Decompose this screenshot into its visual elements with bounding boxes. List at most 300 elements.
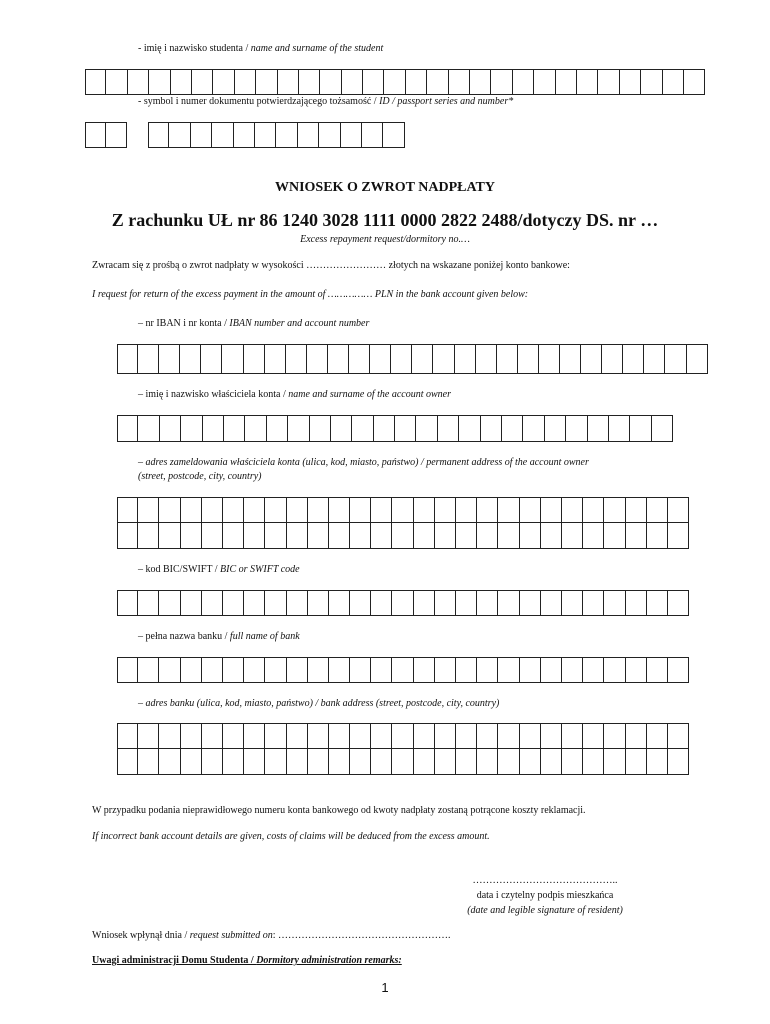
char-box[interactable] xyxy=(583,523,604,549)
remarks-heading xyxy=(92,955,402,966)
char-box[interactable] xyxy=(562,657,583,683)
char-box[interactable] xyxy=(148,122,169,148)
char-box[interactable] xyxy=(128,69,149,95)
char-box[interactable] xyxy=(414,723,435,749)
char-box[interactable] xyxy=(203,415,224,442)
char-box[interactable] xyxy=(181,415,202,442)
char-box[interactable] xyxy=(545,415,566,442)
char-box[interactable] xyxy=(435,723,456,749)
char-box[interactable] xyxy=(329,590,350,616)
char-box[interactable] xyxy=(138,523,159,549)
char-box[interactable] xyxy=(534,69,555,95)
char-box[interactable] xyxy=(560,344,581,374)
char-box[interactable] xyxy=(392,497,413,523)
char-box[interactable] xyxy=(85,69,106,95)
char-box[interactable] xyxy=(350,749,371,775)
char-box[interactable] xyxy=(665,344,686,374)
bic-boxes[interactable] xyxy=(117,590,689,616)
char-box[interactable] xyxy=(562,749,583,775)
char-box[interactable] xyxy=(171,69,192,95)
char-box[interactable] xyxy=(181,523,202,549)
char-box[interactable] xyxy=(435,590,456,616)
char-box[interactable] xyxy=(371,523,392,549)
box-row xyxy=(117,497,689,523)
char-box[interactable] xyxy=(328,344,349,374)
bank-name-label xyxy=(138,631,300,643)
char-box[interactable] xyxy=(520,723,541,749)
signature-label-en: (date and legible signature of resident) xyxy=(467,905,623,916)
char-box[interactable] xyxy=(456,723,477,749)
char-box[interactable] xyxy=(456,590,477,616)
char-box[interactable] xyxy=(276,122,297,148)
form-subtitle: Excess repayment request/dormitory no.… xyxy=(300,234,470,245)
char-box[interactable] xyxy=(626,657,647,683)
char-box[interactable] xyxy=(117,523,138,549)
char-box[interactable] xyxy=(331,415,352,442)
char-box[interactable] xyxy=(668,749,689,775)
char-box[interactable] xyxy=(181,657,202,683)
char-box[interactable] xyxy=(668,497,689,523)
char-box[interactable] xyxy=(287,657,308,683)
char-box[interactable] xyxy=(286,344,307,374)
char-box[interactable] xyxy=(663,69,684,95)
char-box[interactable] xyxy=(374,415,395,442)
char-box[interactable] xyxy=(556,69,577,95)
char-box[interactable] xyxy=(362,122,383,148)
char-box[interactable] xyxy=(342,69,363,95)
char-box[interactable] xyxy=(106,69,127,95)
char-box[interactable] xyxy=(491,69,512,95)
char-box[interactable] xyxy=(288,415,309,442)
char-box[interactable] xyxy=(455,344,476,374)
char-box[interactable] xyxy=(117,723,138,749)
char-box[interactable] xyxy=(329,723,350,749)
char-box[interactable] xyxy=(438,415,459,442)
char-box[interactable] xyxy=(265,657,286,683)
char-box[interactable] xyxy=(138,415,159,442)
char-box[interactable] xyxy=(149,69,170,95)
char-box[interactable] xyxy=(647,723,668,749)
student-id-label xyxy=(138,96,513,108)
char-box[interactable] xyxy=(541,590,562,616)
char-box[interactable] xyxy=(117,415,138,442)
char-box[interactable] xyxy=(414,590,435,616)
char-box[interactable] xyxy=(641,69,662,95)
char-box[interactable] xyxy=(363,69,384,95)
char-box[interactable] xyxy=(623,344,644,374)
char-box[interactable] xyxy=(566,415,587,442)
char-box[interactable] xyxy=(541,749,562,775)
char-box[interactable] xyxy=(620,69,641,95)
char-box[interactable] xyxy=(341,122,362,148)
char-box[interactable] xyxy=(159,590,180,616)
char-box[interactable] xyxy=(668,657,689,683)
char-box[interactable] xyxy=(308,590,329,616)
char-box[interactable] xyxy=(202,523,223,549)
char-box[interactable] xyxy=(412,344,433,374)
char-box[interactable] xyxy=(307,344,328,374)
char-box[interactable] xyxy=(244,657,265,683)
char-box[interactable] xyxy=(581,344,602,374)
char-box[interactable] xyxy=(668,523,689,549)
char-box[interactable] xyxy=(319,122,340,148)
char-box[interactable] xyxy=(245,415,266,442)
char-box[interactable] xyxy=(562,497,583,523)
char-box[interactable] xyxy=(159,723,180,749)
char-box[interactable] xyxy=(223,523,244,549)
char-box[interactable] xyxy=(520,657,541,683)
char-box[interactable] xyxy=(626,723,647,749)
char-box[interactable] xyxy=(202,657,223,683)
char-box[interactable] xyxy=(223,590,244,616)
char-box[interactable] xyxy=(498,723,519,749)
char-box[interactable] xyxy=(138,590,159,616)
char-box[interactable] xyxy=(370,344,391,374)
char-box[interactable] xyxy=(352,415,373,442)
char-box[interactable] xyxy=(223,657,244,683)
char-box[interactable] xyxy=(647,497,668,523)
char-box[interactable] xyxy=(265,723,286,749)
address-label-line1: – adres zameldowania właściciela konta (ulica, kod, miasto, państwo) / permanent address of the account owner xyxy=(138,457,589,468)
char-box[interactable] xyxy=(329,523,350,549)
signature-label-pl: data i czytelny podpis mieszkańca xyxy=(476,890,614,901)
submission-line xyxy=(92,930,451,942)
char-box[interactable] xyxy=(265,497,286,523)
char-box[interactable] xyxy=(498,590,519,616)
char-box[interactable] xyxy=(244,590,265,616)
char-box[interactable] xyxy=(477,723,498,749)
char-box[interactable] xyxy=(384,69,405,95)
char-box[interactable] xyxy=(476,344,497,374)
char-box[interactable] xyxy=(383,122,404,148)
char-box[interactable] xyxy=(191,122,212,148)
char-box[interactable] xyxy=(414,657,435,683)
char-box[interactable] xyxy=(371,590,392,616)
request-text-en-italic: I request for return of the excess payment in the amount of …………… PLN in the bank account given below: xyxy=(92,289,529,300)
account-number-heading: Z rachunku UŁ nr 86 1240 3028 1111 0000 2822 2488/dotyczy DS. nr … xyxy=(111,210,659,230)
owner-name-boxes[interactable] xyxy=(117,415,673,442)
char-box[interactable] xyxy=(85,122,106,148)
char-box[interactable] xyxy=(435,657,456,683)
char-box[interactable] xyxy=(234,122,255,148)
char-box[interactable] xyxy=(267,415,288,442)
char-box[interactable] xyxy=(350,523,371,549)
char-box[interactable] xyxy=(647,590,668,616)
char-box[interactable] xyxy=(577,69,598,95)
char-box[interactable] xyxy=(459,415,480,442)
char-box[interactable] xyxy=(392,749,413,775)
char-box[interactable] xyxy=(609,415,630,442)
char-box[interactable] xyxy=(235,69,256,95)
char-box[interactable] xyxy=(604,749,625,775)
char-box[interactable] xyxy=(498,749,519,775)
box-row xyxy=(117,523,689,549)
char-box[interactable] xyxy=(308,749,329,775)
char-box[interactable] xyxy=(626,497,647,523)
char-box[interactable] xyxy=(329,749,350,775)
char-box[interactable] xyxy=(520,590,541,616)
char-box[interactable] xyxy=(541,497,562,523)
char-box[interactable] xyxy=(192,69,213,95)
char-box[interactable] xyxy=(583,497,604,523)
char-box[interactable] xyxy=(244,344,265,374)
char-box[interactable] xyxy=(541,657,562,683)
char-box[interactable] xyxy=(265,749,286,775)
char-box[interactable] xyxy=(244,523,265,549)
warning-pl: W przypadku podania nieprawidłowego numeru konta bankowego od kwoty nadpłaty zostaną potrącone koszty reklamacji. xyxy=(92,805,586,816)
bic-label xyxy=(138,564,300,576)
char-box[interactable] xyxy=(265,523,286,549)
char-box[interactable] xyxy=(647,523,668,549)
char-box[interactable] xyxy=(541,723,562,749)
char-box[interactable] xyxy=(213,69,234,95)
char-box[interactable] xyxy=(435,749,456,775)
bic-label-en: BIC or SWIFT code xyxy=(220,564,300,575)
char-box[interactable] xyxy=(644,344,665,374)
char-box[interactable] xyxy=(329,657,350,683)
char-box[interactable] xyxy=(626,749,647,775)
char-box[interactable] xyxy=(477,590,498,616)
char-box[interactable] xyxy=(668,723,689,749)
char-box[interactable] xyxy=(456,497,477,523)
char-box[interactable] xyxy=(308,497,329,523)
char-box[interactable] xyxy=(287,497,308,523)
char-box[interactable] xyxy=(416,415,437,442)
char-box[interactable] xyxy=(583,590,604,616)
char-box[interactable] xyxy=(498,657,519,683)
char-box[interactable] xyxy=(481,415,502,442)
char-box[interactable] xyxy=(562,590,583,616)
request-text-pl: Zwracam się z prośbą o zwrot nadpłaty w wysokości …………………… złotych na wskazane poniżej konto bankowe: xyxy=(92,260,570,271)
char-box[interactable] xyxy=(647,657,668,683)
char-box[interactable] xyxy=(395,415,416,442)
id-series-boxes[interactable] xyxy=(85,122,127,148)
char-box[interactable] xyxy=(201,344,222,374)
char-box[interactable] xyxy=(647,749,668,775)
char-box[interactable] xyxy=(350,590,371,616)
char-box[interactable] xyxy=(202,749,223,775)
char-box[interactable] xyxy=(159,749,180,775)
char-box[interactable] xyxy=(202,497,223,523)
char-box[interactable] xyxy=(498,497,519,523)
char-box[interactable] xyxy=(329,497,350,523)
char-box[interactable] xyxy=(310,415,331,442)
char-box[interactable] xyxy=(392,657,413,683)
char-box[interactable] xyxy=(392,723,413,749)
submission-label-en: request submitted on xyxy=(189,930,273,941)
char-box[interactable] xyxy=(414,497,435,523)
char-box[interactable] xyxy=(668,590,689,616)
char-box[interactable] xyxy=(320,69,341,95)
submission-label-pl: Wniosek wpłynął dnia / xyxy=(92,930,190,941)
bank-address-boxes[interactable] xyxy=(117,723,689,775)
owner-label-pl: – imię i nazwisko właściciela konta / xyxy=(138,389,289,400)
char-box[interactable] xyxy=(287,523,308,549)
char-box[interactable] xyxy=(498,523,519,549)
char-box[interactable] xyxy=(449,69,470,95)
char-box[interactable] xyxy=(477,497,498,523)
char-box[interactable] xyxy=(435,523,456,549)
char-box[interactable] xyxy=(169,122,190,148)
char-box[interactable] xyxy=(287,590,308,616)
char-box[interactable] xyxy=(520,749,541,775)
char-box[interactable] xyxy=(117,749,138,775)
char-box[interactable] xyxy=(222,344,243,374)
char-box[interactable] xyxy=(406,69,427,95)
char-box[interactable] xyxy=(427,69,448,95)
char-box[interactable] xyxy=(518,344,539,374)
char-box[interactable] xyxy=(298,122,319,148)
char-box[interactable] xyxy=(477,523,498,549)
char-box[interactable] xyxy=(470,69,491,95)
char-box[interactable] xyxy=(308,723,329,749)
char-box[interactable] xyxy=(224,415,245,442)
char-box[interactable] xyxy=(265,590,286,616)
form-title: WNIOSEK O ZWROT NADPŁATY xyxy=(274,180,495,195)
char-box[interactable] xyxy=(159,523,180,549)
char-box[interactable] xyxy=(138,723,159,749)
char-box[interactable] xyxy=(244,723,265,749)
char-box[interactable] xyxy=(604,497,625,523)
bank-address-label: – adres banku (ulica, kod, miasto, państwo) / bank address (street, postcode, city, country) xyxy=(138,698,500,709)
char-box[interactable] xyxy=(181,723,202,749)
char-box[interactable] xyxy=(106,122,127,148)
char-box[interactable] xyxy=(223,497,244,523)
char-box[interactable] xyxy=(583,749,604,775)
char-box[interactable] xyxy=(435,497,456,523)
char-box[interactable] xyxy=(287,749,308,775)
char-box[interactable] xyxy=(520,497,541,523)
char-box[interactable] xyxy=(287,723,308,749)
bank-name-label-en: full name of bank xyxy=(229,631,300,642)
char-box[interactable] xyxy=(414,749,435,775)
char-box[interactable] xyxy=(256,69,277,95)
char-box[interactable] xyxy=(202,723,223,749)
char-box[interactable] xyxy=(202,590,223,616)
char-box[interactable] xyxy=(350,723,371,749)
owner-label-en: name and surname of the account owner xyxy=(288,389,451,400)
char-box[interactable] xyxy=(244,749,265,775)
char-box[interactable] xyxy=(350,657,371,683)
char-box[interactable] xyxy=(541,523,562,549)
bic-label-pl: – kod BIC/SWIFT / xyxy=(138,564,221,575)
char-box[interactable] xyxy=(598,69,619,95)
char-box[interactable] xyxy=(138,657,159,683)
char-box[interactable] xyxy=(687,344,708,374)
char-box[interactable] xyxy=(212,122,233,148)
char-box[interactable] xyxy=(181,497,202,523)
char-box[interactable] xyxy=(477,657,498,683)
char-box[interactable] xyxy=(349,344,370,374)
char-box[interactable] xyxy=(223,723,244,749)
char-box[interactable] xyxy=(502,415,523,442)
char-box[interactable] xyxy=(392,523,413,549)
char-box[interactable] xyxy=(604,657,625,683)
char-box[interactable] xyxy=(371,657,392,683)
char-box[interactable] xyxy=(138,749,159,775)
char-box[interactable] xyxy=(308,657,329,683)
char-box[interactable] xyxy=(159,344,180,374)
char-box[interactable] xyxy=(523,415,544,442)
char-box[interactable] xyxy=(562,523,583,549)
bank-name-boxes[interactable] xyxy=(117,657,689,683)
char-box[interactable] xyxy=(308,523,329,549)
char-box[interactable] xyxy=(477,749,498,775)
char-box[interactable] xyxy=(299,69,320,95)
char-box[interactable] xyxy=(520,523,541,549)
char-box[interactable] xyxy=(414,523,435,549)
char-box[interactable] xyxy=(391,344,412,374)
char-box[interactable] xyxy=(583,723,604,749)
char-box[interactable] xyxy=(588,415,609,442)
char-box[interactable] xyxy=(265,344,286,374)
char-box[interactable] xyxy=(117,497,138,523)
char-box[interactable] xyxy=(562,723,583,749)
submission-dots[interactable]: : ……………………………………………. xyxy=(272,930,451,941)
signature-block xyxy=(440,873,650,918)
page-number: 1 xyxy=(381,980,389,995)
char-box[interactable] xyxy=(604,723,625,749)
char-box[interactable] xyxy=(626,590,647,616)
char-box[interactable] xyxy=(181,590,202,616)
char-box[interactable] xyxy=(371,749,392,775)
char-box[interactable] xyxy=(244,497,265,523)
char-box[interactable] xyxy=(456,657,477,683)
char-box[interactable] xyxy=(159,497,180,523)
id-number-boxes[interactable] xyxy=(148,122,405,148)
char-box[interactable] xyxy=(180,344,201,374)
char-box[interactable] xyxy=(392,590,413,616)
char-box[interactable] xyxy=(456,749,477,775)
char-box[interactable] xyxy=(539,344,560,374)
char-box[interactable] xyxy=(626,523,647,549)
char-box[interactable] xyxy=(117,344,138,374)
char-box[interactable] xyxy=(160,415,181,442)
char-box[interactable] xyxy=(456,523,477,549)
student-name-boxes[interactable] xyxy=(85,69,705,95)
char-box[interactable] xyxy=(350,497,371,523)
char-box[interactable] xyxy=(652,415,673,442)
char-box[interactable] xyxy=(138,497,159,523)
owner-address-boxes[interactable] xyxy=(117,497,689,549)
char-box[interactable] xyxy=(138,344,159,374)
char-box[interactable] xyxy=(630,415,651,442)
char-box[interactable] xyxy=(255,122,276,148)
char-box[interactable] xyxy=(159,657,180,683)
char-box[interactable] xyxy=(278,69,299,95)
char-box[interactable] xyxy=(497,344,518,374)
iban-boxes[interactable] xyxy=(117,344,708,374)
char-box[interactable] xyxy=(117,657,138,683)
char-box[interactable] xyxy=(371,723,392,749)
bank-name-label-pl: – pełna nazwa banku / xyxy=(138,631,230,642)
char-box[interactable] xyxy=(583,657,604,683)
student-name-label xyxy=(138,43,383,55)
char-box[interactable] xyxy=(433,344,454,374)
char-box[interactable] xyxy=(181,749,202,775)
char-box[interactable] xyxy=(223,749,244,775)
char-box[interactable] xyxy=(513,69,534,95)
char-box[interactable] xyxy=(602,344,623,374)
char-box[interactable] xyxy=(604,590,625,616)
char-box[interactable] xyxy=(684,69,705,95)
signature-dots[interactable]: …………………………………….. xyxy=(472,875,618,886)
student-name-label-pl: - imię i nazwisko studenta / xyxy=(138,43,251,54)
char-box[interactable] xyxy=(117,590,138,616)
student-name-label-en: name and surname of the student xyxy=(250,43,384,54)
char-box[interactable] xyxy=(371,497,392,523)
char-box[interactable] xyxy=(604,523,625,549)
